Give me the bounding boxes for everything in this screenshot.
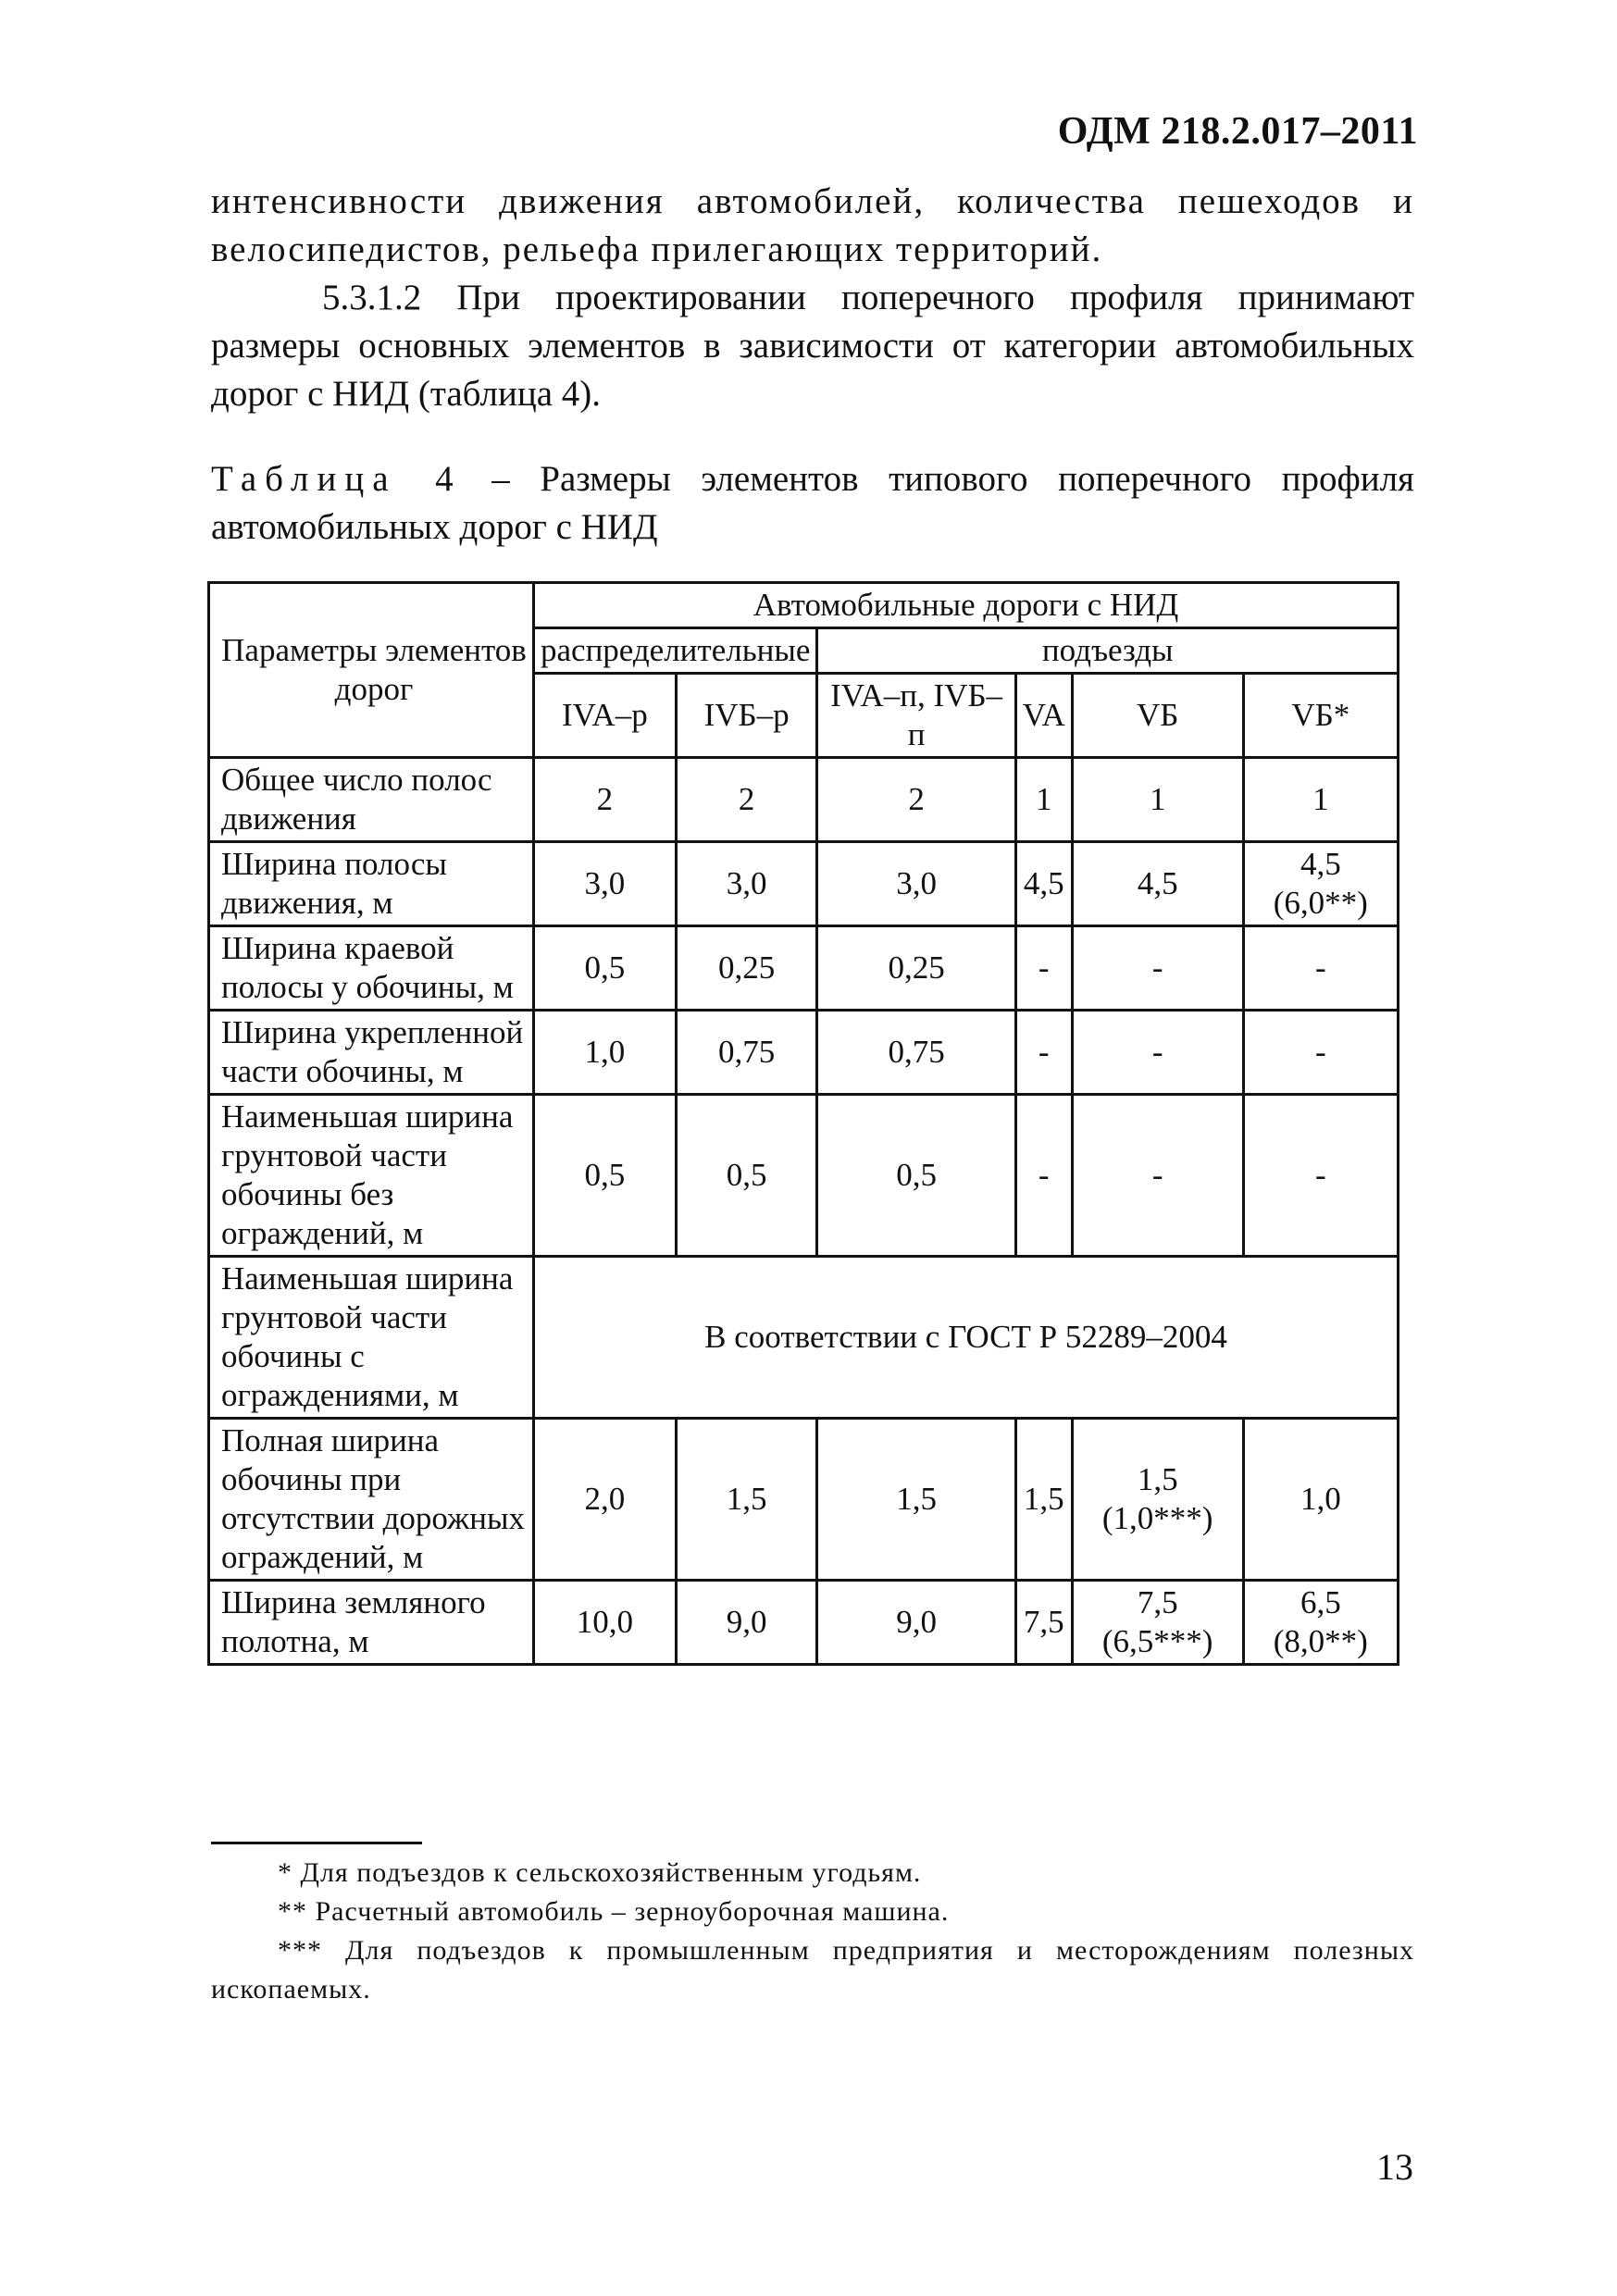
table-row [209, 1419, 1399, 1581]
document-code: ОДМ 218.2.017–2011 [1057, 110, 1418, 153]
table-row [209, 842, 1399, 926]
subgroup-distribution-cell: распределительные [534, 628, 817, 674]
value-cell: - [1015, 1095, 1072, 1257]
value-cell: 1,0 [1243, 1419, 1398, 1581]
table-row [209, 1095, 1399, 1257]
table-header-row-1 [209, 583, 1399, 628]
page-number: 13 [1376, 2146, 1413, 2188]
value-cell: 2 [676, 758, 817, 842]
param-cell: Общее число полос движения [209, 758, 534, 842]
category-cell: VБ [1072, 674, 1243, 758]
value-cell: 0,5 [817, 1095, 1015, 1257]
category-cell: VБ* [1243, 674, 1398, 758]
group-header-cell: Автомобильные дороги с НИД [534, 583, 1399, 628]
value-cell: - [1243, 1095, 1398, 1257]
value-cell: 2 [534, 758, 677, 842]
value-cell: 2 [817, 758, 1015, 842]
param-cell: Ширина земляного полотна, м [209, 1581, 534, 1665]
value-cell: 4,5 [1015, 842, 1072, 926]
road-profile-table [207, 581, 1399, 1666]
value-cell: 0,25 [676, 926, 817, 1011]
paragraph-continuation: интенсивности движения автомобилей, количества пешеходов и велосипедистов, рельефа прилегающих территорий. [211, 181, 1414, 269]
paragraph-5-3-1-2: 5.3.1.2 При проектировании поперечного профиля принимают размеры основных элементов в зависимости от категории автомобильных дорог с НИД (таблица 4). [211, 278, 1414, 414]
value-cell: 1,5 [676, 1419, 817, 1581]
param-cell: Ширина полосы движения, м [209, 842, 534, 926]
value-cell: - [1015, 926, 1072, 1011]
footnotes [211, 1854, 1414, 2009]
value-cell: 6,5 (8,0**) [1243, 1581, 1398, 1665]
value-cell: 1,5 (1,0***) [1072, 1419, 1243, 1581]
value-cell: - [1072, 1095, 1243, 1257]
category-cell: VA [1015, 674, 1072, 758]
table-row [209, 758, 1399, 842]
param-header-cell: Параметры элементов дорог [209, 583, 534, 758]
value-cell: 7,5 (6,5***) [1072, 1581, 1243, 1665]
value-cell: 3,0 [817, 842, 1015, 926]
value-cell: 1,5 [1015, 1419, 1072, 1581]
value-cell: 7,5 [1015, 1581, 1072, 1665]
value-cell: 10,0 [534, 1581, 677, 1665]
value-cell: 9,0 [817, 1581, 1015, 1665]
footnote: ** Расчетный автомобиль – зерноуборочная машина. [278, 1896, 950, 1927]
table-caption-label: Таблица 4 [211, 459, 462, 499]
category-cell: IVA–р [534, 674, 677, 758]
table-caption [211, 455, 1414, 552]
value-cell: 4,5 [1072, 842, 1243, 926]
value-cell: 0,5 [534, 926, 677, 1011]
value-cell: 1 [1072, 758, 1243, 842]
value-cell: 1,0 [534, 1011, 677, 1095]
value-cell: 1,5 [817, 1419, 1015, 1581]
subgroup-access-cell: подъезды [817, 628, 1399, 674]
value-cell: - [1072, 926, 1243, 1011]
value-cell: 0,5 [534, 1095, 677, 1257]
value-cell: 4,5 (6,0**) [1243, 842, 1398, 926]
value-cell: 0,5 [676, 1095, 817, 1257]
param-cell: Полная ширина обочины при отсутствии дорожных ограждений, м [209, 1419, 534, 1581]
value-cell: 0,25 [817, 926, 1015, 1011]
footnote-divider [211, 1842, 422, 1844]
param-cell: Ширина укрепленной части обочины, м [209, 1011, 534, 1095]
value-cell: 2,0 [534, 1419, 677, 1581]
table-row [209, 926, 1399, 1011]
value-cell: 0,75 [817, 1011, 1015, 1095]
value-cell: 9,0 [676, 1581, 817, 1665]
category-cell: IVA–п, IVБ–п [817, 674, 1015, 758]
value-cell: - [1015, 1011, 1072, 1095]
value-cell: 0,75 [676, 1011, 817, 1095]
param-cell: Наименьшая ширина грунтовой части обочины с ограждениями, м [209, 1257, 534, 1419]
table-row [209, 1581, 1399, 1665]
value-cell: 1 [1243, 758, 1398, 842]
value-cell: - [1243, 1011, 1398, 1095]
footnote: *** Для подъездов к промышленным предприятия и месторождениям полезных ископаемых. [211, 1935, 1414, 2004]
value-cell: 3,0 [676, 842, 817, 926]
footnote: * Для подъездов к сельскохозяйственным угодьям. [278, 1857, 922, 1888]
param-cell: Ширина краевой полосы у обочины, м [209, 926, 534, 1011]
table-caption-text: – Размеры элементов типового поперечного профиля автомобильных дорог с НИД [211, 459, 1414, 547]
value-cell: - [1072, 1011, 1243, 1095]
table-row [209, 1257, 1399, 1419]
param-cell: Наименьшая ширина грунтовой части обочины без ограждений, м [209, 1095, 534, 1257]
value-cell: 1 [1015, 758, 1072, 842]
value-cell: 3,0 [534, 842, 677, 926]
merged-value-cell: В соответствии с ГОСТ Р 52289–2004 [534, 1257, 1399, 1419]
table-row [209, 1011, 1399, 1095]
category-cell: IVБ–р [676, 674, 817, 758]
value-cell: - [1243, 926, 1398, 1011]
